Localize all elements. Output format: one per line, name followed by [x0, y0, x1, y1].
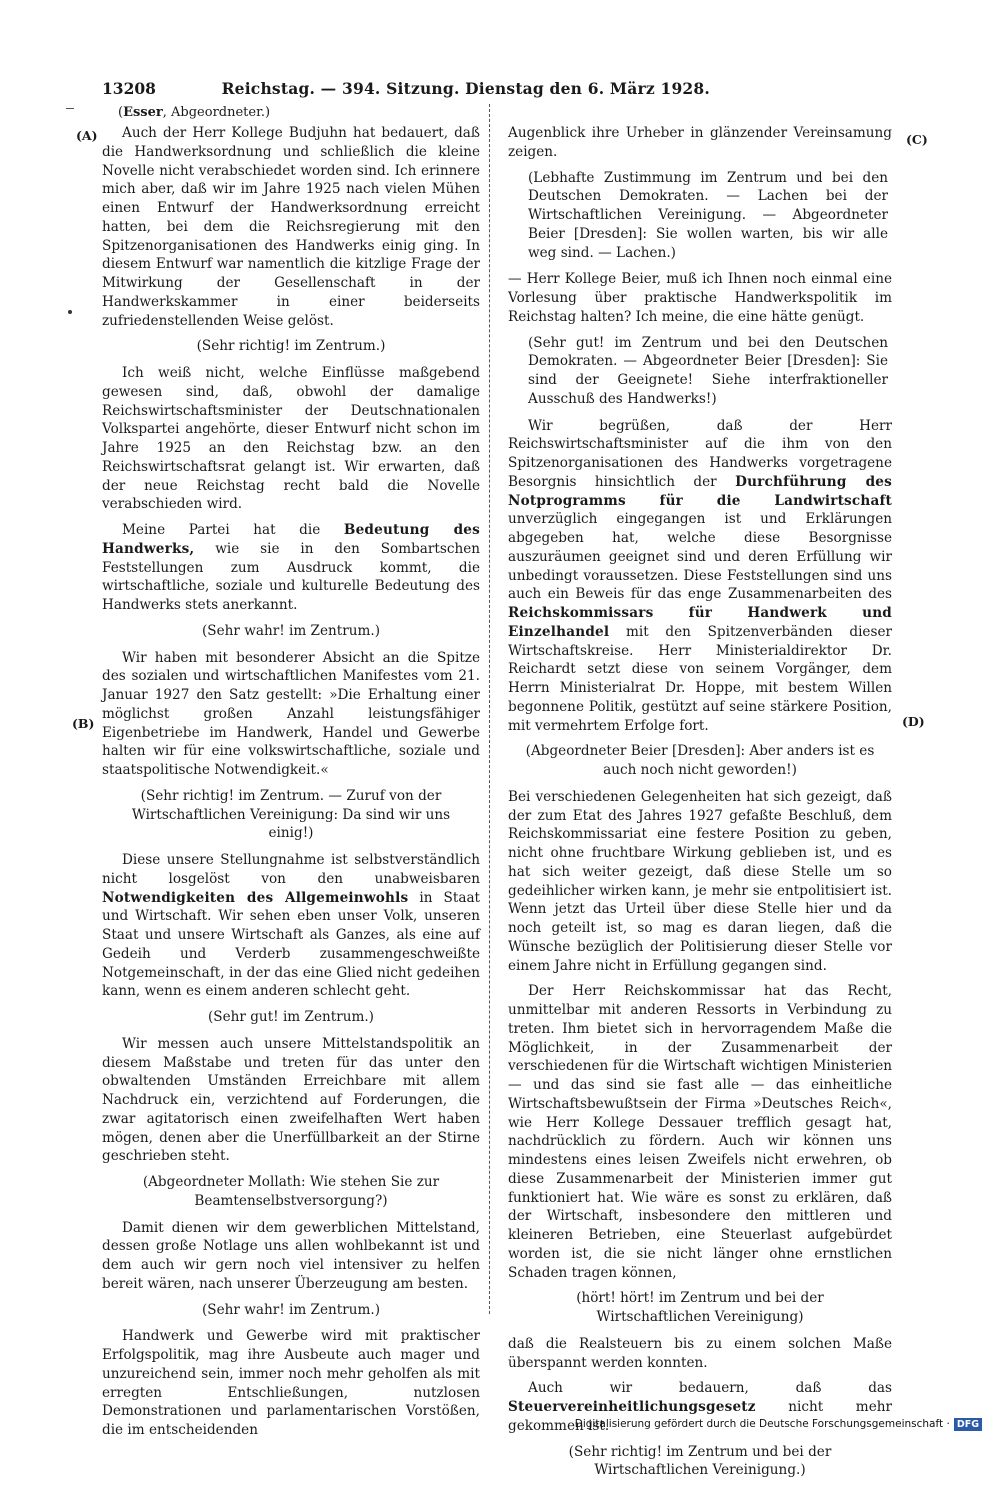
margin-marker-b: (B) — [72, 716, 95, 731]
paragraph: Handwerk und Gewerbe wird mit praktischer Erfolgspolitik, mag ihre Ausbeute auch mager und unzureichend sein, immer noch mehr geholfen als mit erregten Entschließungen, nutzlosen Demonstrationen und parlamentarischen Vorstößen, die im entscheidenden — [102, 1328, 480, 1438]
paragraph-text: Diese unsere Stellungnahme ist selbstverständlich nicht losgelöst von den unabweisbaren — [102, 852, 480, 887]
margin-marker-c: (C) — [906, 132, 928, 147]
paragraph: Ich weiß nicht, welche Einflüsse maßgebend gewesen sind, daß, obwohl der damalige Reichswirtschaftsminister der Deutschnationalen Volkspartei angehörte, dieser Entwurf nicht schon im Jahre 1925 an den Reichstag bzw. an den Reichswirtschaftsrat gelangt ist. Wir erwarten, daß der neue Reichstag recht bald die Novelle verabschieden wird. — [102, 365, 480, 513]
paragraph: Wir messen auch unsere Mittelstandspolitik an diesem Maßstabe und treten für das unter den obwaltenden Umständen Erreichbare mit allem Nachdruck ein, verzichtend auf Forderungen, die zwar agitatorisch einen zweifelhaften Wert haben mögen, denen aber die Unerfüllbarkeit an der Stirne geschrieben steht. — [102, 1035, 480, 1165]
dfg-logo: DFG — [954, 1418, 982, 1431]
right-column — [508, 124, 892, 1488]
speaker-line: (Esser, Abgeordneter.) — [118, 105, 271, 120]
paragraph — [102, 851, 480, 1001]
paragraph-text: wie sie in den Sombartschen Feststellungen zum Ausdruck kommt, die wirtschaftliche, soziale und kulturelle Bedeutung des Handwerks stets anerkannt. — [102, 540, 480, 613]
left-column — [102, 124, 480, 1447]
speaker-open-paren: ( — [118, 105, 124, 120]
paragraph-text: Meine Partei hat die — [122, 522, 321, 538]
paragraph: Der Herr Reichskommissar hat das Recht, unmittelbar mit anderen Ressorts in Verbindung zu treten. Ihm bietet sich in hervorragendem Maße die Möglichkeit, in der Zusammenarbeit der verschiedenen für die Wirtschaft wichtigen Ministerien — und das sind sie fast alle — das einheitliche Wirtschaftsbewußtsein der Firma »Deutsches Reich«, wie Herr Kollege Dessauer trefflich gesagt hat, nachdrücklich zu fördern. Auch wir können uns mindestens eines leisen Zweifels nicht erwehren, ob diese Zusammenarbeit der Ministerien immer gut funktioniert hat. Wie wäre es sonst zu erklären, daß der Wirtschaft, insbesondere den mittleren und kleineren Betrieben, eine Steuerlast aufgebürdet worden ist, die sie nicht länger ohne ernstlichen Schaden tragen können, — [508, 983, 892, 1281]
paragraph: Bei verschiedenen Gelegenheiten hat sich gezeigt, daß der zum Etat des Jahres 1927 gefaßte Beschluß, dem Reichskommissariat eine festere Position zu geben, nicht ohne fruchtbare Wirkung geblieben ist, und es hat sich weiter gezeigt, daß diese Stelle um so gedeihlicher wirken kann, je mehr sie entpolitisiert ist. Wenn jetzt das Urteil über diese Stelle hier und da noch geteilt ist, so mag es daran liegen, daß die Wünsche bezüglich der Politisierung dieser Stelle vor einem Jahre nicht in Erfüllung gegangen sind. — [508, 788, 892, 974]
interjection: (Sehr gut! im Zentrum und bei den Deutschen Demokraten. — Abgeordneter Beier [Dresden]: Sie sind der Geeignete! Siehe interfraktioneller Ausschuß des Handwerks!) — [528, 334, 888, 407]
speaker-name: Esser — [123, 105, 163, 120]
interjection: (Lebhafte Zustimmung im Zentrum und bei den Deutschen Demokraten. — Lachen bei der Wirtschaftlichen Vereinigung. — Abgeordneter Beier [Dresden]: Sie wollen warten, bis wir alle weg sind. — Lachen.) — [528, 169, 888, 261]
interjection: (Sehr wahr! im Zentrum.) — [201, 622, 381, 639]
paragraph: Damit dienen wir dem gewerblichen Mittelstand, dessen große Notlage uns allen wohlbekannt ist und dem auch wir gern noch viel intensiver zu helfen bereit wären, nach unserer Überzeugung am besten. — [102, 1219, 480, 1292]
interjection: (Sehr richtig! im Zentrum.) — [196, 338, 386, 355]
margin-dash — [66, 108, 74, 109]
paragraph-text: nicht mehr gekommen ist. — [508, 1399, 892, 1434]
column-divider — [489, 104, 490, 1314]
speaker-role: Abgeordneter.) — [171, 105, 271, 120]
running-title: Reichstag. — 394. Sitzung. Dienstag den 6. März 1928. — [221, 79, 710, 98]
paragraph — [102, 521, 480, 615]
margin-marker-d: (D) — [902, 714, 925, 729]
paragraph: Wir haben mit besonderer Absicht an die Spitze des sozialen und wirtschaftlichen Manifestes vom 21. Januar 1927 den Satz gestellt: »Die Erhaltung einer möglichst großen Anzahl leistungsfähiger Eigenbetriebe im Handwerk, Handel und Gewerbe halten wir für eine volkswirtschaftliche, soziale und staatspolitische Notwendigkeit.« — [102, 649, 480, 778]
bold-keyword: Notwendigkeiten des Allgemeinwohls — [102, 889, 409, 906]
digitization-credit: Digitalisierung gefördert durch die Deutsche Forschungsgemeinschaft · DFG — [575, 1417, 982, 1431]
scan-smudge — [58, 48, 98, 64]
interjection: (Sehr wahr! im Zentrum.) — [201, 1301, 381, 1318]
bold-keyword: Reichskommissars für Handwerk und Einzelhandel — [508, 605, 892, 640]
credit-text: Digitalisierung gefördert durch die Deutsche Forschungsgemeinschaft — [574, 1418, 944, 1430]
paragraph — [508, 417, 892, 736]
interjection: (hört! hört! im Zentrum und bei der Wirtschaftlichen Vereinigung) — [576, 1290, 824, 1325]
paragraph-text: in Staat und Wirtschaft. Wir sehen eben unser Volk, unseren Staat und unsere Wirtschaft als Ganzes, als eine auf Gedeih und Verderb zusammengeschweißte Notgemeinschaft, in der das eine Glied nicht gedeihen kann, wenn es einem anderen schlecht geht. — [102, 889, 481, 1000]
interjection: (Sehr richtig! im Zentrum und bei der Wirtschaftlichen Vereinigung.) — [568, 1443, 832, 1479]
interjection: (Sehr gut! im Zentrum.) — [208, 1009, 374, 1025]
bold-keyword: Steuervereinheitlichungsgesetz — [508, 1399, 756, 1415]
interjection: (Sehr richtig! im Zentrum. — Zuruf von der Wirtschaftlichen Vereinigung: Da sind wir uns einig!) — [131, 787, 451, 842]
margin-dot — [68, 310, 72, 314]
bold-keyword: Durchführung des Notprogramms für die Landwirtschaft — [508, 473, 892, 509]
paragraph-text: mit den Spitzenverbänden dieser Wirtschaftskreise. Herr Ministerialdirektor Dr. Reichardt setzt diese von seinem Vorgänger, dem Herrn Ministerialrat Dr. Hoppe, mit bestem Willen begonnene Politik, gestützt auf seine stärkere Position, mit vermehrtem Erfolge fort. — [508, 623, 892, 734]
page-number: 13208 — [102, 79, 156, 98]
paragraph-text: Wir begrüßen, daß der Herr Reichswirtschaftsminister auf die ihm von den Spitzenorganisationen des Handwerks vorgetragene Besorgnis hinsichtlich der — [508, 417, 892, 490]
paragraph-text: Auch wir bedauern, daß das — [528, 1380, 892, 1397]
bold-keyword: Bedeutung des Handwerks, — [102, 522, 481, 557]
paragraph: Augenblick ihre Urheber in glänzender Vereinsamung zeigen. — [508, 125, 892, 160]
margin-marker-a: (A) — [76, 128, 98, 143]
paragraph: — Herr Kollege Beier, muß ich Ihnen noch einmal eine Vorlesung über praktische Handwerkspolitik im Reichstag halten? Ich meine, die eine hätte genügt. — [508, 271, 892, 325]
paragraph: daß die Realsteuern bis zu einem solchen Maße überspannt werden konnten. — [508, 1335, 892, 1371]
paragraph-text: unverzüglich eingegangen ist und Erklärungen abgegeben hat, welche diese Besorgnisse auszuräumen geeignet sind und deren Erfüllung wir unbedingt voraussetzen. Diese Feststellungen sind uns auch ein Beweis für das enge Zusammenarbeiten des — [508, 511, 892, 603]
page-header — [102, 78, 710, 100]
paragraph: Auch der Herr Kollege Budjuhn hat bedauert, daß die Handwerksordnung und schließlich die kleine Novelle nicht verabschiedet worden sind. Ich erinnere mich aber, daß wir im Jahre 1925 nach vielen Mühen einen Entwurf der Handwerksordnung erreicht hatten, bei dem die Reichsregierung mit den Spitzenorganisationen des Handwerks einig ging. In diesem Entwurf war namentlich die kitzlige Frage der Mitwirkung der Gesellenschaft in der Handwerkskammer in einer beiderseits zufriedenstellenden Weise gelöst. — [102, 125, 480, 329]
interjection: (Abgeordneter Beier [Dresden]: Aber anders ist es auch noch nicht geworden!) — [525, 743, 875, 778]
interjection: (Abgeordneter Mollath: Wie stehen Sie zur Beamtenselbstversorgung?) — [142, 1174, 440, 1209]
